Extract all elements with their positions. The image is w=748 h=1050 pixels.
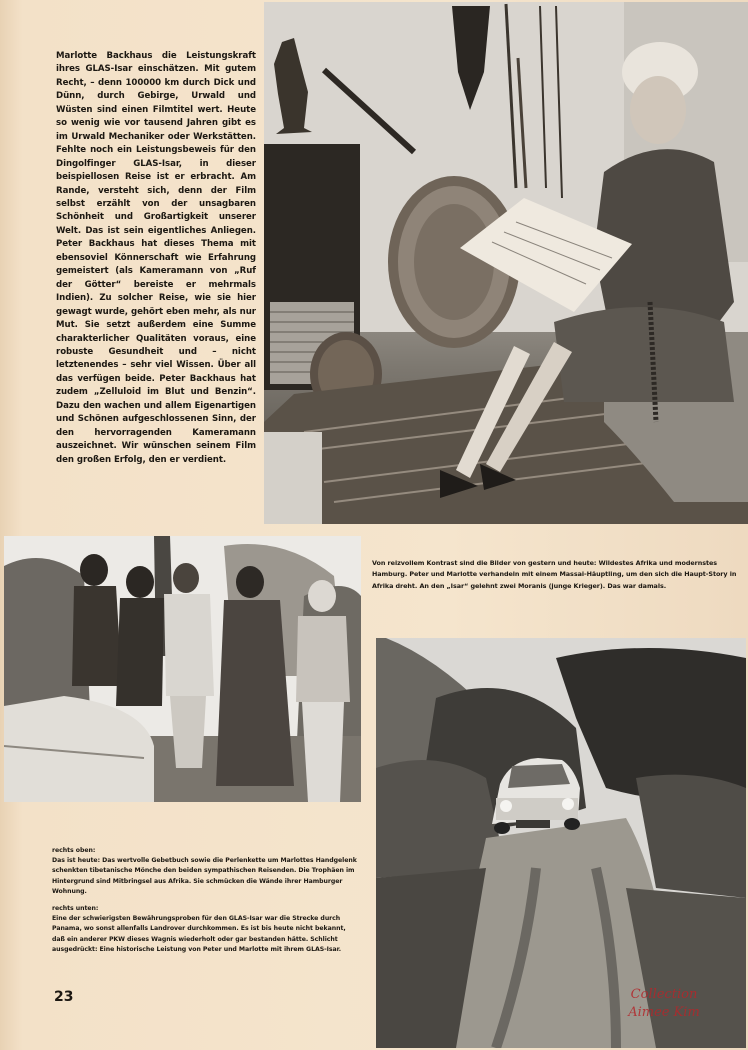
caption-heading-top-right: rechts oben: <box>52 847 96 854</box>
watermark-line-2: Aimee Kim <box>628 1005 700 1020</box>
photo-living-room <box>264 2 748 524</box>
caption-text-bottom-right: Eine der schwierigsten Bewährungsproben für den GLAS-Isar war die Strecke durch Panama, wo sonst allenfalls Landrover durchkommen. Es ist bis heute nicht bekannt, daß ein anderer PKW dieses Wagnis wiederholt oder gar bestanden hätte. Schlicht ausgedrückt: Eine historische Leistung von Peter und Marlotte mit ihrem GLAS-Isar. <box>52 915 346 953</box>
captions-right-photos <box>52 846 360 955</box>
photo-maasai-meeting-illustration <box>4 536 361 802</box>
page-number: 23 <box>54 989 74 1005</box>
photo-maasai-meeting <box>4 536 361 802</box>
caption-heading-bottom-right: rechts unten: <box>52 905 99 913</box>
collection-watermark <box>604 986 724 1022</box>
watermark-line-1: Collection <box>630 987 698 1002</box>
photo-living-room-illustration <box>264 2 748 524</box>
article-body: Marlotte Backhaus die Leistungskraft ihres GLAS-Isar einschätzen. Mit gutem Recht, – denn 100000 km durch Dick und Dünn, durch Gebirge, Urwald und Wüsten sind einen Filmtitel wert. Heute so wenig wie vor tausend Jahren gibt es im Urwald Mechaniker oder Werkstätten. Fehlte noch ein Leistungsbeweis für den Dingolfinger GLAS-Isar, in dieser beispiellosen Reise ist er erbracht. Am Rande, versteht sich, denn der Film selbst erzählt von der unsagbaren Schönheit und Großartigkeit unserer Welt. Das ist sein eigentliches Anliegen. Peter Backhaus hat dieses Thema mit ebensoviel Könnerschaft wie Erfahrung gemeistert (als Kameramann von „Ruf der Götter“ bereiste er mehrmals Indien). Zu solcher Reise, wie sie hier gewagt wurde, gehört eben mehr, als nur Mut. Sie setzt außerdem eine Summe charakterlicher Qualitäten voraus, eine robuste Gesundheit und – nicht letztenendes – sehr viel Wissen. Über all das verfügen beide. Peter Backhaus hat zudem „Zelluloid im Blut und Benzin“. Dazu den wachen und allem Eigenartigen und Schönen aufgeschlossenen Sinn, der den hervorragenden Kameramann auszeichnet. Wir wünschen seinem Film den großen Erfolg, den er verdient. <box>56 51 256 465</box>
caption-contrast: Von reizvollem Kontrast sind die Bilder von gestern und heute: Wildestes Afrika und modernstes Hamburg. Peter und Marlotte verhandeln mit einem Massai-Häuptling, um den sich die Haupt-Story in Afrika dreht. An den „Isar“ gelehnt zwei Moranis (junge Krieger). Das war damals. <box>372 559 737 590</box>
caption-text-top-right: Das ist heute: Das wertvolle Gebetbuch sowie die Perlenkette um Marlottes Handgelenk schenkten tibetanische Mönche den beiden sympathischen Reisenden. Die Trophäen im Hintergrund sind Mitbringsel aus Afrika. Sie schmücken die Wände ihrer Hamburger Wohnung. <box>52 857 357 895</box>
